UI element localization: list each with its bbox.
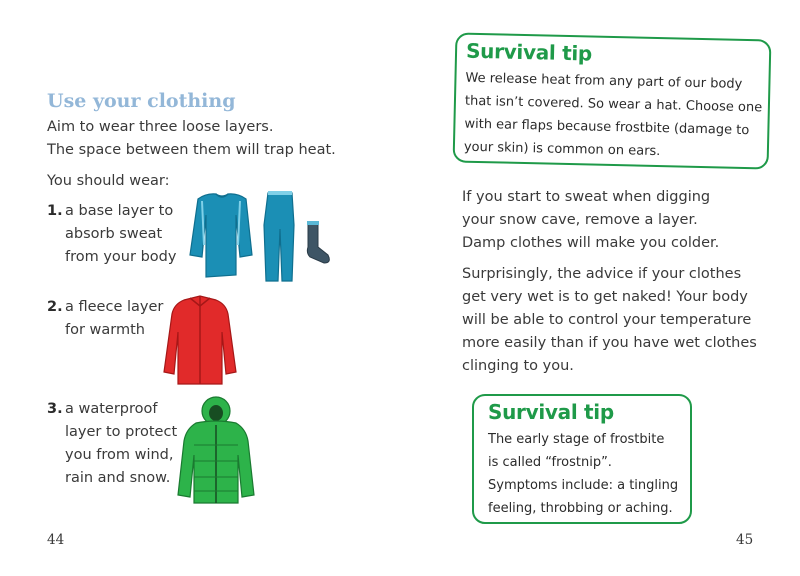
jacket-icon [178,397,254,503]
base-layer-top-icon [190,194,252,277]
jacket-illustration [176,395,256,507]
paragraph-line: will be able to control your temperature [462,312,752,328]
fleece-icon [164,296,236,384]
right-page [400,0,800,576]
list-text: a base layer to absorb sweat from your body [65,203,177,265]
tip-line: with ear flaps because frostbite (damage to [464,116,750,139]
paragraph-sweat [462,186,782,255]
tip-line: that isn’t covered. So wear a hat. Choose one [464,93,763,116]
section-heading: Use your clothing [47,90,236,112]
wear-label: You should wear: [47,173,170,189]
tip-line: your skin) is common on ears. [463,139,661,160]
tip-title: Survival tip [488,400,614,424]
list-text: a fleece layer for warmth [65,299,164,338]
base-layer-illustration [180,185,340,287]
tip-body [488,428,688,520]
paragraph-line: your snow cave, remove a layer. [462,212,698,228]
tip-line: feeling, throbbing or aching. [488,501,673,516]
intro-line: The space between them will trap heat. [47,142,336,158]
survival-tip-box-2 [472,394,692,524]
paragraph-line: more easily than if you have wet clothes [462,335,757,351]
list-number: 1. [47,203,63,219]
list-number: 2. [47,299,63,315]
tip-title: Survival tip [465,38,593,66]
intro-text [47,116,367,162]
list-text: a waterproof layer to protect you from wind, rain and snow. [65,401,178,486]
paragraph-line: Damp clothes will make you colder. [462,235,720,251]
page-number-left: 44 [47,532,65,548]
tip-line: is called “frostnip”. [488,455,612,470]
tip-line: The early stage of frostbite [488,432,665,447]
tip-line: Symptoms include: a tingling [488,478,679,493]
tip-body [464,67,766,166]
survival-tip-box-1 [453,32,772,169]
tip-line: We release heat from any part of our body [465,70,743,92]
paragraph-wet-clothes [462,263,782,378]
page-number-right: 45 [736,532,754,548]
fleece-illustration [160,292,240,388]
paragraph-line: Surprisingly, the advice if your clothes [462,266,742,282]
paragraph-line: clinging to you. [462,358,574,374]
sock-icon [307,221,329,263]
paragraph-line: If you start to sweat when digging [462,189,711,205]
list-number: 3. [47,401,63,417]
list-item-waterproof [47,398,183,490]
intro-line: Aim to wear three loose layers. [47,119,274,135]
leggings-icon [264,191,294,281]
list-item-base-layer [47,200,183,269]
paragraph-line: get very wet is to get naked! Your body [462,289,748,305]
